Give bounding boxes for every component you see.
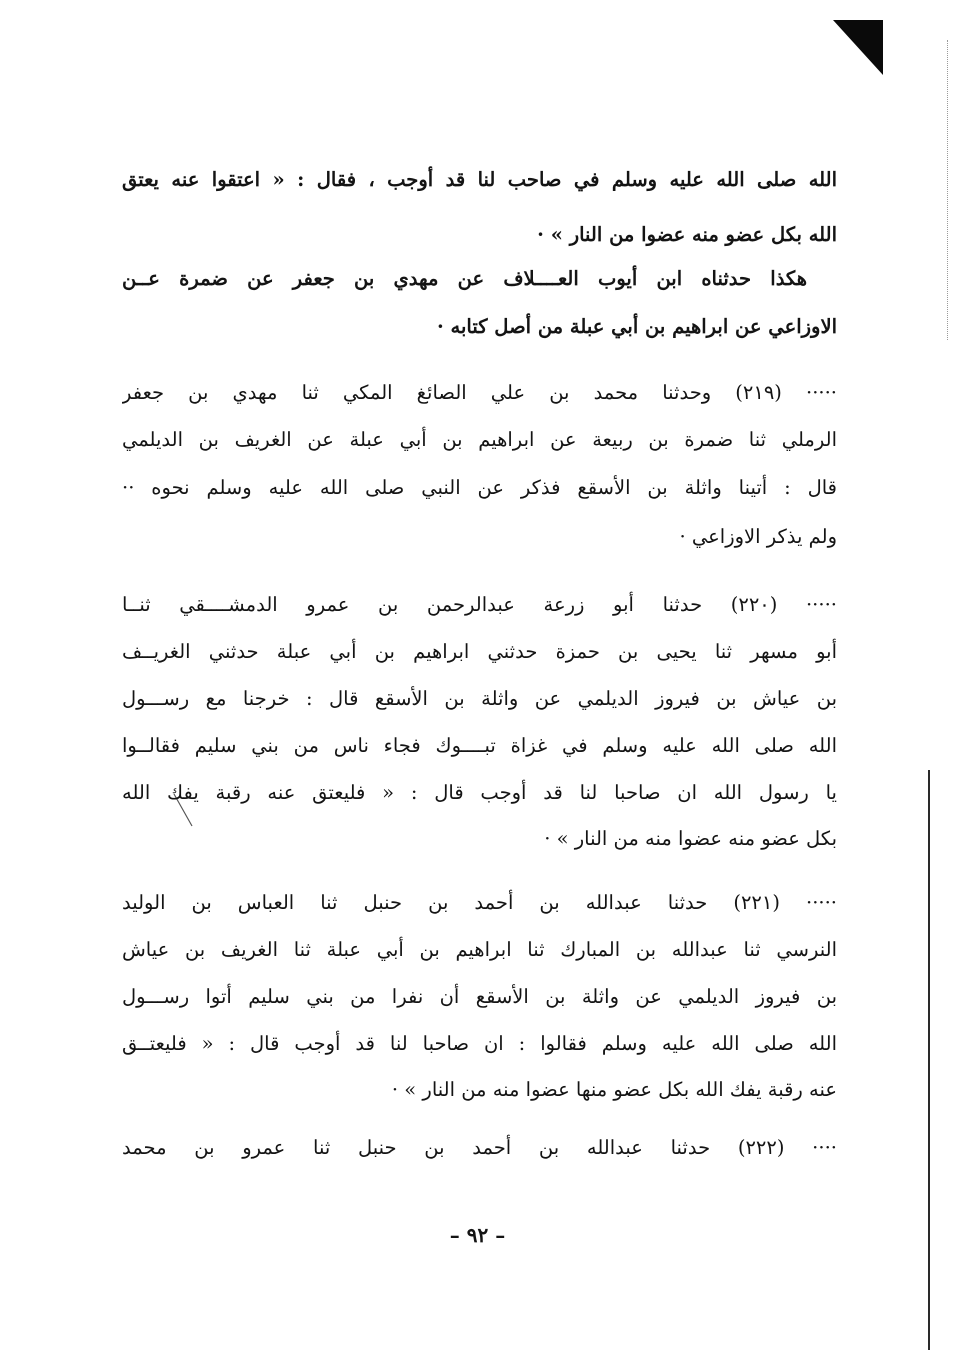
page-number: – ٩٢ – (449, 1223, 506, 1247)
hadith-220-line: ····· (٢٢٠) حدثنا أبو زرعة عبدالرحمن بن عمرو الدمشــــقي ثنــا (122, 593, 837, 616)
text-line: الاوزاعي عن ابراهيم بن أبي عبلة من أصل كتابه · (436, 315, 837, 338)
scan-edge-dots (947, 40, 948, 340)
margin-rule (928, 770, 930, 1350)
hadith-221-line: الله صلى الله عليه وسلم فقالوا : ان صاحبا لنا قد أوجب قال : « فليعتــق (122, 1032, 837, 1055)
hadith-221-line: عنه رقبة يفك الله بكل عضو منها عضوا منه من النار » · (391, 1078, 837, 1101)
hadith-222-line: ···· (٢٢٢) حدثنا عبدالله بن أحمد بن حنبل ثنا عمرو بن محمد (122, 1136, 837, 1159)
corner-triangle-icon (833, 18, 885, 76)
text-line: الله بكل عضو منه عضوا من النار » · (537, 223, 837, 246)
hadith-221-line: ····· (٢٢١) حدثنا عبدالله بن أحمد بن حنبل ثنا العباس بن الوليد (122, 891, 837, 914)
hadith-221-line: النرسي ثنا عبدالله بن المبارك ثنا ابراهيم بن أبي عبلة ثنا الغريف بن عياش (122, 938, 837, 961)
hadith-219-line: الرملي ثنا ضمرة بن ربيعة عن ابراهيم بن أبي عبلة عن الغريف بن الديلمي (122, 428, 837, 451)
hadith-220-line: بكل عضو منه عضوا منه من النار » · (544, 827, 837, 850)
hadith-219-line: قال : أتينا واثلة بن الأسقع فذكر عن النبي صلى الله عليه وسلم نحوه ·· (122, 476, 837, 499)
hadith-221-line: بن فيروز الديلمي عن واثلة بن الأسقع أن نفرا من بني سليم أتوا رســـول (122, 985, 837, 1008)
hadith-220-line: بن عياش بن فيروز الديلمي عن واثلة بن الأسقع قال : خرجنا مع رســـول (122, 687, 837, 710)
text-line: هكذا حدثناه ابن أيوب العــــلاف عن مهدي بن جعفر عن ضمرة عــن (122, 267, 807, 290)
hadith-220-line: يا رسول الله ان صاحبا لنا قد أوجب قال : « فليعتق عنه رقبة يفك الله (122, 781, 837, 804)
hadith-219-line: ولم يذكر الاوزاعي · (679, 525, 837, 548)
hadith-220-line: أبو مسهر ثنا يحيى بن حمزة حدثني ابراهيم بن أبي عبلة حدثني الغريــف (122, 640, 837, 663)
text-line: الله صلى الله عليه وسلم في صاحب لنا قد أوجب ، فقال : « اعتقوا عنه يعتق (122, 168, 837, 191)
hadith-220-line: الله صلى الله عليه وسلم في غزاة تبــــوك فجاء ناس من بني سليم فقالــوا (122, 734, 837, 757)
hadith-219-line: ····· (٢١٩) وحدثنا محمد بن علي الصائغ المكي ثنا مهدي بن جعفر (122, 381, 837, 404)
